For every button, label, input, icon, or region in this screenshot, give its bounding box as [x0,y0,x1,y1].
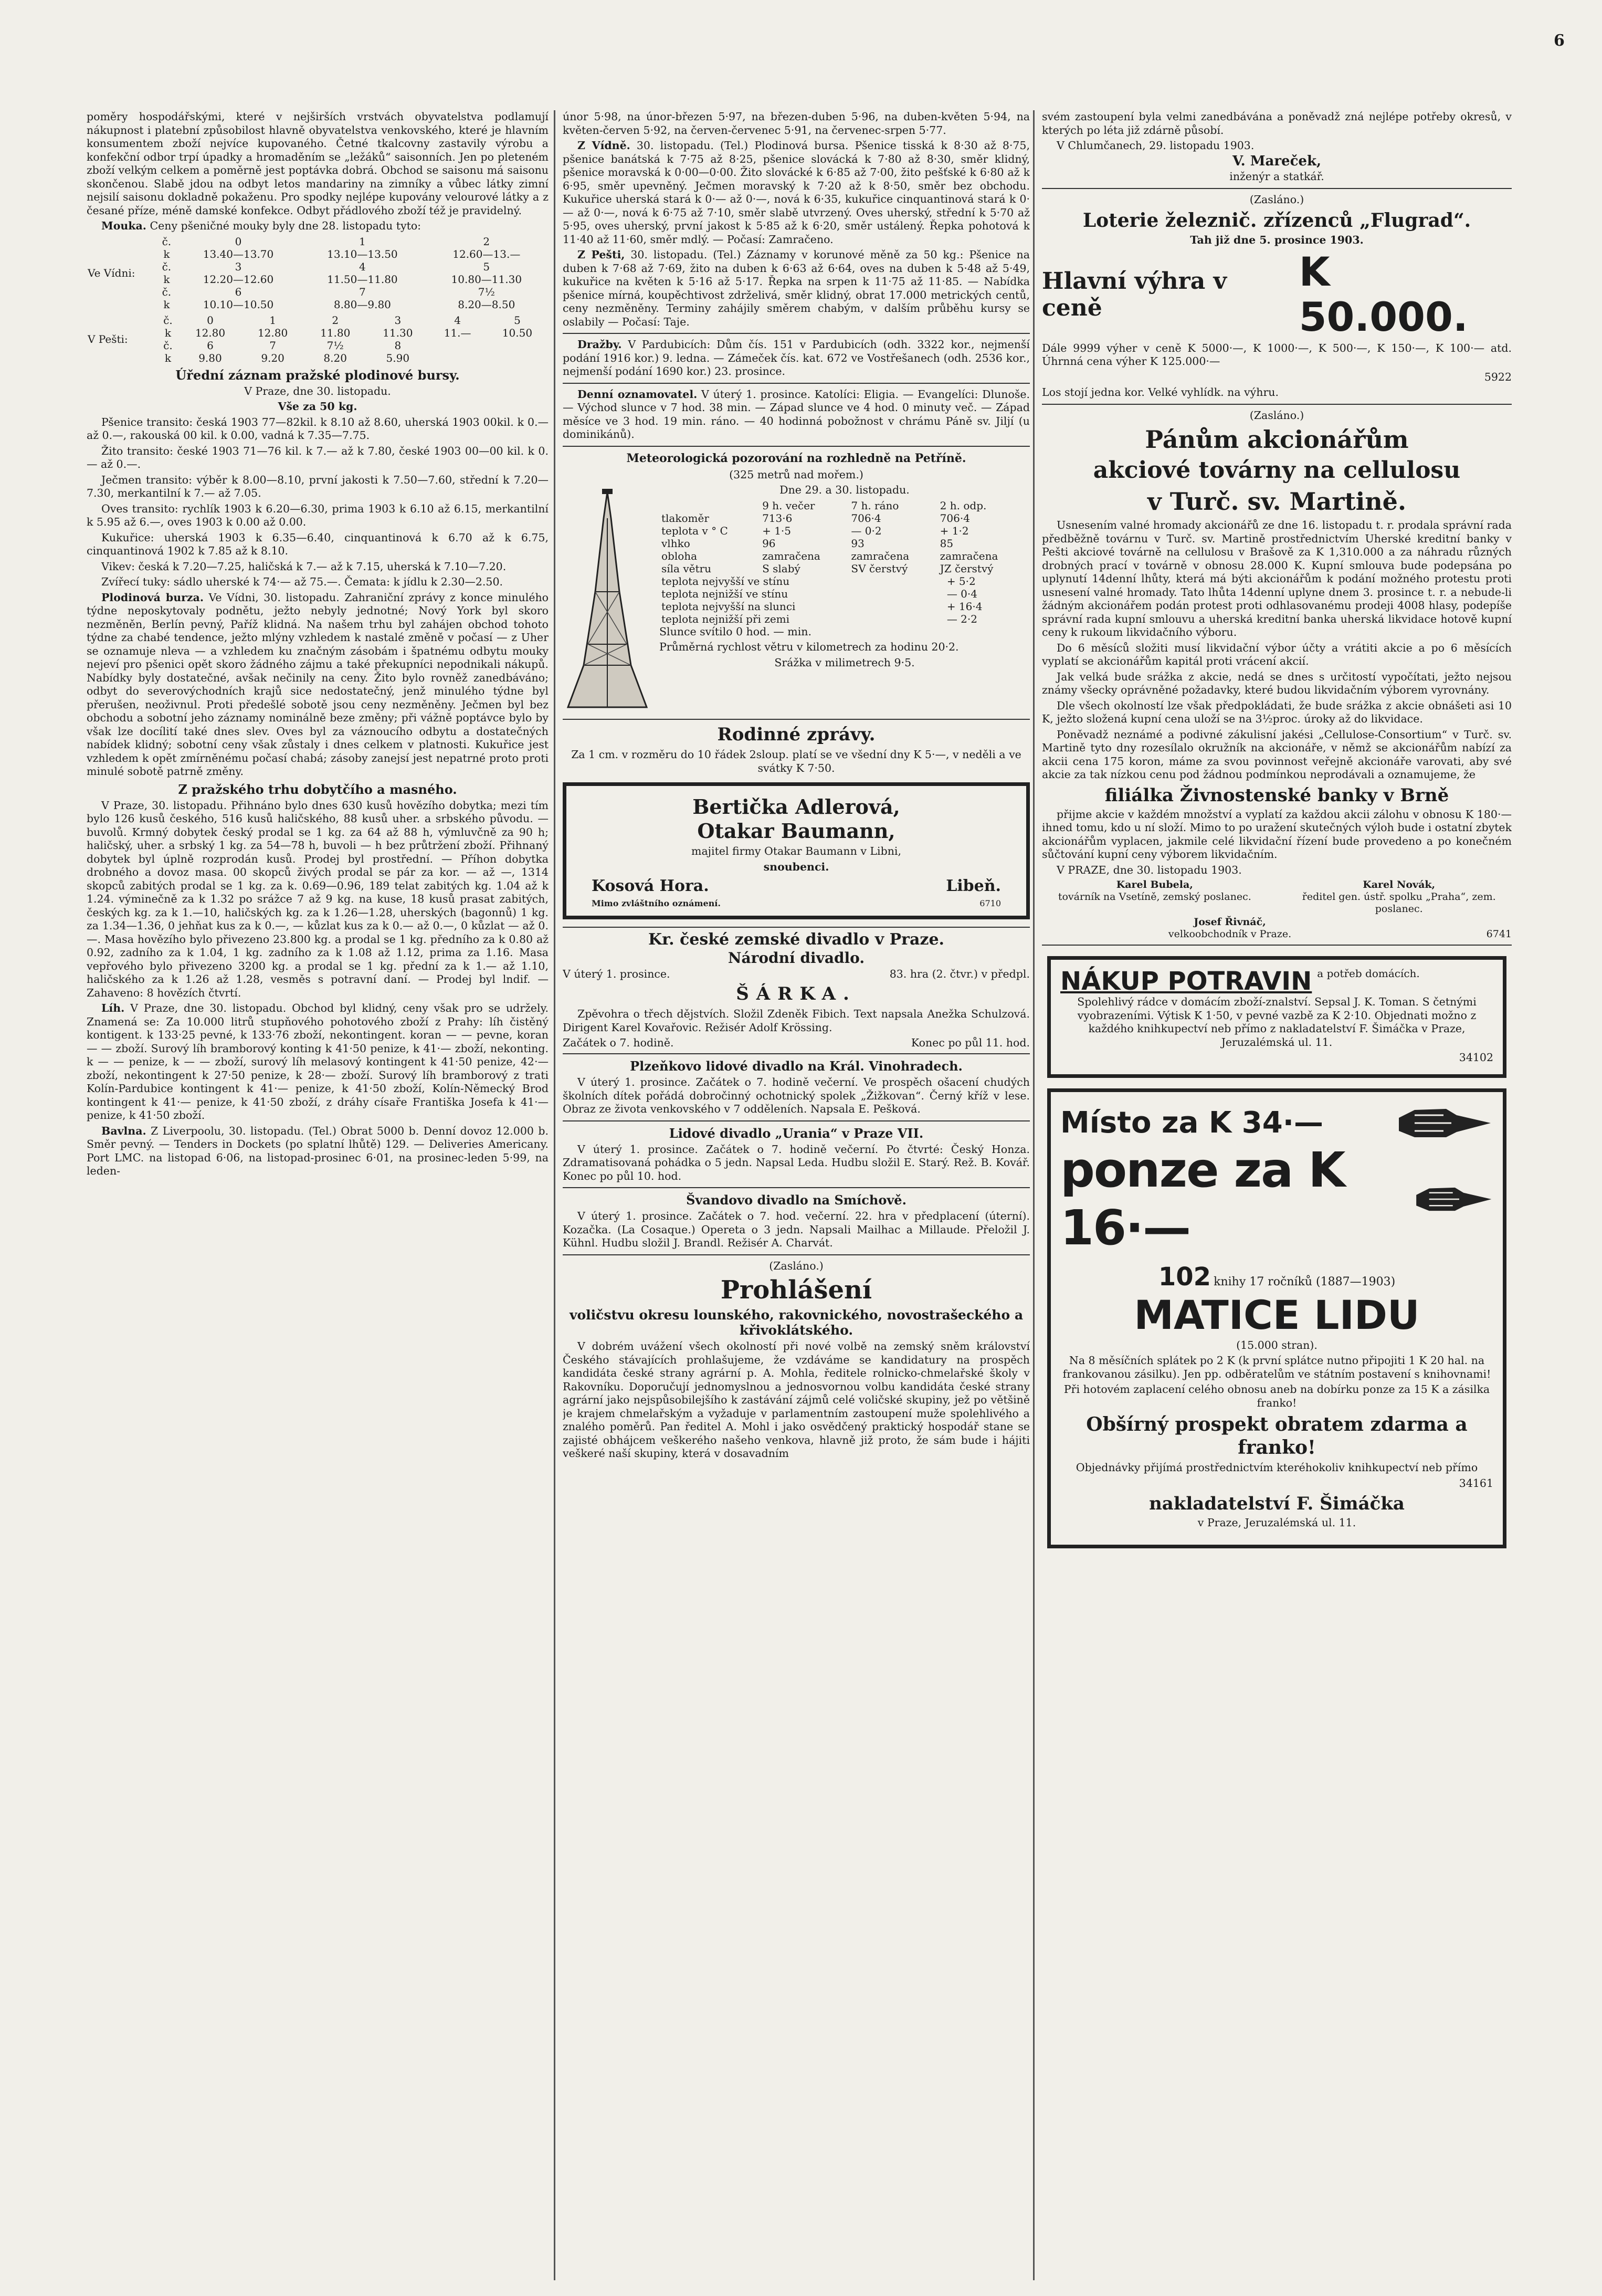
table-cell: k [163,247,170,260]
table-header: 2 h. odp. [940,499,987,512]
ad-name: Bertička Adlerová, [692,795,900,819]
signature-name: V. Mareček, [1232,153,1322,169]
paragraph: Průměrná rychlost větru v kilometrech za hodinu 20·2. [659,641,959,653]
table-cell: SV čerstvý [851,562,908,575]
ad-footer [592,898,1001,908]
table-cell: tlakoměr [661,511,709,525]
table-cell: 93 [851,537,865,550]
signature-title: velkoobchodník v Praze. [1168,928,1292,940]
lottery-prize-label: Hlavní výhra v ceně [1042,267,1227,321]
paragraph: Slunce svítilo 0 hod. — min. [659,625,811,638]
table-cell: teplota nejnižší ve stínu [661,587,788,600]
table-cell: teplota nejvyšší na slunci [661,600,796,613]
column-3 [1042,110,1512,2280]
signature-title: ředitel gen. ústř. spolku „Praha“, zem. poslanec. [1302,891,1496,915]
paragraph: Zpěvohra o třech dějstvích. Složil Zdeněk Fibich. Text napsala Anežka Schulzová. Dirigent Karel Kovařovic. Režisér Adolf Krössing. [563,1008,1030,1034]
table-cell: zamračena [851,549,910,562]
publisher-address: v Praze, Jeruzalémská ul. 11. [1197,1516,1356,1529]
table-cell: 13.40—13.70 [203,247,274,260]
ad-text: snoubenci. [763,860,829,873]
table-cell: 706·4 [940,511,970,525]
ad-title: NÁKUP POTRAVIN [1060,967,1312,996]
table-cell: 96 [762,537,776,550]
table-cell: 12.20—12.60 [203,272,274,286]
table-cell: 9.80 [198,351,222,364]
table-cell: 7 [269,339,276,352]
paragraph: Los stojí jedna kor. Velké vyhlídk. na výhru. [1042,386,1279,399]
theatre-dateline [563,968,1030,980]
ad-text: majitel firmy Otakar Baumann v Libni, [691,845,901,857]
table-cell: — 0·2 [851,524,882,537]
ad-places [592,877,1001,895]
ad-place-to: Libeň. [946,877,1001,895]
publisher-name: nakladatelství F. Šimáčka [1149,1493,1405,1514]
divider [1042,188,1512,189]
table-cell: 713·6 [762,511,793,525]
flour-price-table [87,235,549,311]
column-2 [563,110,1030,2280]
flour-city-label: V Pešti: [88,332,128,345]
subheading: Vše za 50 kg. [278,400,357,413]
theatre-heading: Švandovo divadlo na Smíchově. [686,1192,907,1208]
section-heading: Z Pešti, [577,248,625,261]
divider [563,1254,1030,1255]
column-1 [87,110,549,2280]
section-heading: Rodinné zprávy. [717,724,876,745]
section-heading: Z Vídně. [577,139,630,152]
paragraph: Na 8 měsíčních splátek po 2 K (k první splátce nutno připojiti 1 K 20 hal. na frankovanou zásilku). Jen pp. odběratelům ve státním postavení s knihovnami! [1062,1354,1491,1380]
declaration-title: Prohlášení [720,1275,872,1305]
paragraph: Spolehlivý rádce v domácím zboží-znalství. Sepsal J. K. Toman. S četnými vyobrazeními. Výtisk K 1·50, v pevné vazbě za K 2·10. Objednati možno z každého knihkupectví neb přímo z nakladatelství F. Šimáčka v Praze, Jeruzalémská ul. 11. [1077,995,1477,1049]
table-cell: — 0·4 [946,587,977,600]
table-cell: 5 [483,260,490,273]
table-cell: 3 [235,260,242,273]
theatre-subheading: Národní divadlo. [728,949,865,967]
paragraph: Při hotovém zaplacení celého obnosu aneb na dobírku ponze za 15 K a zásilka franko! [1063,1383,1490,1409]
table-header: 9 h. večer [762,499,815,512]
paragraph: V úterý 1. prosince. Začátek o 7. hod. večerní. 22. hra v předplacení (úterní). Kozačka. (La Cosaque.) Opereta o 3 jedn. Napsali Mailhac a Millaude. Přeložil J. Kühnl. Hudbu složil J. Brandl. Režisér A. Charvát. [563,1210,1030,1249]
paragraph: V úterý 1. prosince. Začátek o 7. hodině večerní. Po čtvrté: Český Honza. Zdramatisovaná pohádka o 5 jedn. Napsal Leda. Hudbu složil E. Starý. Rež. B. Kovář. Konec po půl 10. hod. [563,1142,1030,1182]
table-cell: 85 [940,537,954,550]
signature [1286,879,1512,915]
pointing-hand-icon [1394,1105,1493,1141]
table-cell: + 16·4 [946,600,983,613]
table-cell: teplota nejnižší při zemi [661,612,790,625]
paragraph: Pšenice transito: česká 1903 77—82kil. k 8.10 až 8.60, uherská 1903 00kil. k 0.—až 0.—, rakouská 00 kil. k 0.00, vadná k 7.35—7.75. [87,415,549,442]
ad-number: 5922 [1484,370,1512,383]
table-cell: zamračena [762,549,820,562]
paragraph: přijme akcie v každém množství a vyplatí za každou akcii zálohu v obnosu K 180·— ihned tomu, kdo u ní složí. Mimo to po uražení skutečných výloh bude i ostatní zbytek akcionářům vyplacen, jakmile celé likvidační řízení bude provedeno a po konečném sůčtování kupní ceny výborem likvidačním. [1042,808,1512,861]
table-cell: 1 [269,313,276,327]
dateline: V Praze, dne 30. listopadu. [244,384,391,397]
ad-number: 6710 [979,898,1001,908]
table-cell: 10.80—11.30 [451,272,522,286]
ad-count: 102 [1158,1262,1211,1292]
table-cell: 12.80 [257,326,288,339]
ad-header [1060,967,1493,995]
table-cell: 13.10—13.50 [327,247,398,260]
table-cell: 5.90 [386,351,410,364]
table-cell: k [164,351,172,364]
theatre-heading: Plzeňkovo lidové divadlo na Král. Vinohradech. [630,1058,963,1074]
ad-number: 34161 [1459,1476,1493,1490]
engagement-announcement [563,782,1030,919]
paragraph: Objednávky přijímá prostřednictvím kteréhokoliv knihkupectví neb přímo [1076,1461,1478,1474]
table-header: 7 h. ráno [851,499,899,512]
paragraph: Ječmen transito: výběr k 8.00—8.10, první jakosti k 7.50—7.60, střední k 7.20—7.30, merkantilní k 7.— až 7.05. [87,473,549,499]
divider [563,333,1030,334]
lottery-prize-amount: K 50.000. [1299,248,1468,340]
table-cell: JZ čerstvý [940,562,994,575]
divider [1042,945,1512,946]
table-cell: č. [163,339,173,352]
table-cell: 7 [359,285,366,298]
table-cell: 11.80 [320,326,351,339]
lottery-title: Loterie železnič. zřízenců „Flugrad“. [1082,209,1471,232]
table-cell: 7½ [478,285,495,298]
table-cell: č. [162,235,172,248]
signature-name: Karel Bubela, [1116,879,1193,890]
divider [1042,404,1512,405]
table-cell: k [163,298,170,311]
section-heading: Líh. [101,1002,125,1014]
table-cell: 2 [483,235,490,248]
ad-price-line [1060,1105,1493,1141]
table-cell: obloha [661,549,698,562]
book-ad-matice [1047,1088,1506,1548]
table-cell: 11.50—11.80 [327,272,398,286]
table-cell: 8.20—8.50 [458,298,515,311]
signature-title: továrník na Vsetíně, zemský poslanec. [1058,891,1251,903]
divider [563,719,1030,720]
table-cell: teplota nejvyšší ve stínu [661,574,790,588]
signature-name: Karel Novák, [1363,879,1436,890]
table-cell: 4 [359,260,366,273]
paragraph: Dle všech okolností lze však předpokládati, že bude srážka z akcie obnášeti asi 10 K, ježto složená kupní cena uloží se na 3½proc. úroky až do likvidace. [1042,699,1512,725]
paragraph: Oves transito: rychlík 1903 k 6.20—6.30, prima 1903 k 6.10 až 6.15, merkantilní k 5.95 až 6.—, oves 1903 k 0.00 až 0.00. [87,502,549,528]
table-cell: 8.20 [323,351,347,364]
paragraph: V Praze, dne 30. listopadu. Obchod byl klidný, ceny však pro se udržely. Znamená se: Za 10.000 litrů stupňového pohotového zboží z Prahy: líh čistěný kontigent. k 133·25 pevné, k 133·76 zboží, nekontingent. koran — — pevne, koran — — zboží. Surový líh bramborový konting k 41·50 penize, k 41·— zboží, nekonting. k — — penize, k — — zboží, surový líh melasový kontingent k 41·50 penize, 42·— zboží, nekontingent k 27·50 penize, k 28·— zboží. Surový líh bramborový z trati Kolín-Pardubice kontingent k 41·— penize, k 41·50 zboží, Kolín-Německý Brod kontingent k 41·— penize, k 41·50 zboží, z dráhy císaře Františka Josefa k 41·— penize, k 41·50 zboží. [87,1002,549,1121]
paragraph: Usnesením valné hromady akcionářů ze dne 16. listopadu t. r. prodala správní rada předběžně továrnu v Turč. sv. Martině prostřednictvím Uherské kreditní banky v Pešti akciové továrně na cellulosu v Brašově za K 1,310.000 a za náhradu různých drobných prací v továrně v obnosu 28.000 K. Kupní smlouva bude podepsána po uplynutí 14denní lhůty, která má býti akcionářům k podání možného protestu proti usnesení valné hromady. Tato lhůta 14denní uplyne dnem 3. prosince t. r. a nebude-li žádným akcionářem podán protest proti odhlasovanému prodeji 4008 hlasy, podepíše správní rada kupní smlouvu a uherská kreditní banka uherská likvidace hotově kupní ceny k rukoum likvidačního výboru. [1042,519,1512,638]
cellulose-heading: Pánům akcionářům [1145,425,1409,454]
book-ad-potraviny [1047,956,1506,1078]
paragraph: Jak velká bude srážka z akcie, nedá se dnes s určitostí vypočítati, ježto nejsou známy všecky oprávněné požadavky, které budou likvidačním výborem vyrovnány. [1042,670,1512,696]
subheading: (325 metrů nad mořem.) [729,468,863,481]
ad-series-title: MATICE LIDU [1134,1291,1420,1338]
table-cell: + 5·2 [946,574,976,588]
section-heading: Mouka. [101,219,146,232]
table-cell: 12.80 [195,326,226,339]
ad-text: (15.000 stran). [1236,1338,1318,1351]
section-heading: Z pražského trhu dobytčího a masného. [178,781,457,797]
column-rule [554,110,555,2280]
table-cell: č. [162,260,172,273]
table-cell: + 1·2 [940,524,969,537]
notice-label: (Zasláno.) [1249,193,1304,206]
ad-book-count [1060,1262,1493,1292]
ad-place-from: Kosová Hora. [592,877,709,895]
play-end: Konec po půl 11. hod. [911,1036,1030,1049]
paragraph: Za 1 cm. v rozměru do 10 řádek 2sloup. platí se ve všední dny K 5·—, v neděli a ve svátky K 7·50. [571,748,1021,774]
table-cell: 2 [332,313,339,327]
section-heading: Meteorologická pozorování na rozhledně na Petříně. [626,451,966,465]
divider [563,446,1030,447]
ad-name: Otakar Baumann, [697,819,895,843]
divider [563,1187,1030,1188]
paragraph: Zvířecí tuky: sádlo uherské k 74·— až 75.—. Čemata: k jídlu k 2.30—2.50. [101,575,503,588]
divider [563,1053,1030,1054]
table-cell: 8.80—9.80 [333,298,391,311]
paragraph: Poněvadž neznámé a podivné zákulisní jakési „Cellulose-Consortium“ v Turč. sv. Martině tyto dny rozesílalo okružník na akcionáře, v němž se akcionářům nabízí za akcii cena 175 koron, máme za svou povinnost veřejně akcionáře varovati, aby své akcie za tak nízkou cenu pod žádnou podmínkou neprodávali a oznamujeme, že [1042,728,1512,781]
table-cell: 6 [235,285,242,298]
table-cell: 10.50 [502,326,533,339]
ad-subtitle: a potřeb domácích. [1317,967,1420,980]
dateline: V Chlumčanech, 29. listopadu 1903. [1057,139,1255,152]
section-heading: Denní oznamovatel. [577,387,698,401]
paragraph: Žito transito: české 1903 71—76 kil. k 7.— až k 7.80, české 1903 00—00 kil. k 0.— až 0.—. [87,444,549,470]
table-cell: 11.— [444,326,471,339]
paragraph: V dobrém uvážení všech okolností při nové volbě na zemský sněm království Českého stávajících prohlašujeme, že vzdáváme se kandidatury na prospěch kandidáta české strany agrární p. A. Mohla, ředitele rolnicko-chmelařské školy v Rakovníku. Doporučují jednomyslnou a jednosvornou volbu kandidáta české strany agrární jako nejspůsobilejšího k zastávání zájmů celé voličské skupiny, jež po většině je krajem chmelařským a vyžaduje v parlamentním zastoupení muže spolehlivého a znalého poměrů. Pan ředitel A. Mohl i jako osvědčený praktický hospodář stane se zajisté obhájcem veškerého našeho venkova, hlavně již proto, že sám bude i hájiti veškeré naší skupiny, která v dosavadním [563,1340,1030,1460]
ad-number: 34102 [1459,1051,1493,1064]
bank-name: filiálka Živnostenské banky v Brně [1104,784,1449,806]
cellulose-heading: akciové továrny na cellulosu [1093,457,1461,484]
table-cell: 5 [514,313,521,327]
flour-price-table-pest [87,314,549,364]
theatre-date: V úterý 1. prosince. [563,968,670,980]
paragraph: svém zastoupení byla velmi zanedbávána a poněvadž zná nejlépe potřeby okresů, v kterých po léta již zdárně působí. [1042,110,1512,137]
ad-offer: Obšírný prospekt obratem zdarma a franko! [1086,1413,1468,1459]
paragraph: 30. listopadu. (Tel.) Záznamy v korunové měně za 50 kg.: Pšenice na duben k 7·68 až 7·69, žito na duben k 6·63 až 6·64, oves na duben k 5·48 až 5·49, kukuřice na květen k 5·16 až 5·17. Řepka na srpen k 11·75 až 11·85. — Nabídka pšenice mírná, koupěchtivost zdrželivá, směr klidný, obrat 17.000 metrických centů, ceny nezměněny. Terminy zahájily směrem chabým, v dalším průběhu kursy se oslabily — Počasí: Taje. [563,248,1030,328]
cellulose-heading: v Turč. sv. Martině. [1147,487,1406,516]
paragraph: Z Liverpoolu, 30. listopadu. (Tel.) Obrat 5000 b. Denní dovoz 12.000 b. Směr pevný. — Tenders in Dockets (po splatní lhůtě) 129. — Deliveries Americany. Port LMC. na listopad 6·06, na listopad-prosinec 6·01, na prosinec-leden 5·99, na leden- [87,1124,549,1177]
notice-label: (Zasláno.) [1249,408,1304,422]
table-cell: + 1·5 [762,524,791,537]
section-heading: Úřední záznam pražské plodinové bursy. [175,367,460,383]
section-heading: Bavlna. [101,1124,146,1137]
table-cell: 4 [454,313,461,327]
column-rule [1033,110,1035,2280]
table-cell: 706·4 [851,511,881,525]
paragraph: V Praze, 30. listopadu. Přihnáno bylo dnes 630 kusů hovězího dobytka; mezi tím bylo 126 kusů českého, 516 kusů haličského, 88 kusů uher. a srbského původu. — buvolů. Krmný dobytek český prodal se 1 kg. za 64 až 88 h, výmluvčně za 90 h; haličský, uher. a srbský 1 kg. za 54—78 h, buvoli — h bez průtržení zboží. Přihnaný dobytek byl úplně rozprodán kusů. Prodej byl prostřední. — Příhon dobytka drobného a dovoz masa. 00 skopců živých prodal se pár za kor. — až —, 1314 skopců zabitých prodal se 1 kg. za k. 0.69—0.96, 189 telat zabitých kg. 1.04 až k 1.24. výminečně za k 1.32 po srážce 7 až 9 kg. na kuse, 18 kusů prasat zabitých, českých kg. za k 1.—10, haličských kg. za k 1.26—1.28, uherských (bagonnů) 1 kg. za 1.34—1.36, 0 jehňat kus za k 0.—, — kůzlat kus za k 0.— až 0.—, 0 kůzlat — až 0.—. Masa hovězího bylo přivezeno 23.800 kg. a prodal se 1 kg. předního za k 0.80 až 0.92, zadního za k 1.04, 1 kg. zadního za k 1.08 až 1.12, prima za 1.16. Masa vepřového bylo přivezeno 3200 kg. a prodal se 1 kg. přední za k 1.— až 1.10, haličského za k 1.26 až 1.28, vesměs s potravní daní. — Prodej byl lndif. — Zahaveno: 8 hovězích čtvrtí. [87,799,549,999]
lottery-prize [1042,249,1512,340]
table-cell: 12.60—13.— [452,247,521,260]
divider [563,383,1030,384]
divider [563,927,1030,928]
table-cell: k [163,272,170,286]
dateline: Dne 29. a 30. listopadu. [779,484,910,496]
ad-old-price: Místo za K 34·— [1060,1106,1323,1140]
signature-title: inženýr a statkář. [1229,170,1324,183]
paragraph: V úterý 1. prosince. Katolíci: Eligia. — Evangelíci: Dlunoše. — Východ slunce v 7 hod. 38 min. — Západ slunce ve 4 hod. 0 minuty več. — Západ měsíce ve 3 hod. 19 min. ráno. — 40 hodinná pobožnost v chrámu Páně sv. Jiljí (u dominikánů). [563,387,1030,441]
paragraph: únor 5·98, na únor-březen 5·97, na březen-duben 5·96, na duben-květen 5·94, na květen-červen 5·92, na červen-červenec 5·91, na červenec-srpen 5·77. [563,110,1030,137]
theatre-heading: Kr. české zemské divadlo v Praze. [648,930,944,949]
paragraph: Kukuřice: uherská 1903 k 6.35—6.40, cinquantinová k 6.70 až k 6.75, cinquantinová 1902 k 7.85 až k 8.10. [87,531,549,557]
table-cell: zamračena [940,549,998,562]
ad-text: knihy 17 ročníků (1887—1903) [1214,1275,1396,1288]
play-start: Začátek o 7. hodině. [563,1036,674,1049]
paragraph: Ve Vídni, 30. listopadu. Zahraniční zprávy z konce minulého týdne neposkytovaly podnětu, ježto nebyly jednotné; Nový York byl skoro nezměněn, Berlín pevný, Paříž klidná. Na našem trhu byl zahájen obchod tohoto týdne za chabé tendence, ježto mlýny vzhledem k nastalé změně v počasí — z Uher se oznamuje nleva — a vzhledem ku značným zásobám i špatnému odbytu mouky nejeví pro pšenici opět skoro žádného zájmu a také překupníci nepodnikali nákupů. Nabídky byly dostatečné, avšak nečinily na ceny. Žito bylo rovněž zanedbáváno; odbyt do severovýchodních krajů sice nedostatečný, jenž minulého týdne byl přerušen, neoživnul. Proti předešlé sobotě jsou ceny nezměněny. Ječmen byl bez obchodu a sobotní jeho záznamy nominálně beze změny; při vážně poptávce bylo by však lze docílití také dnes slev. Oves byl za váznoucího odbytu a dostatečných nabídek klidný; sobotní ceny však zůstaly i dnes celkem v platnosti. Kukuřice jest vzhledem k opět zmírněnému počasí chabá; zásoby zanejsí jest nepatrné proto proti minulé sobotě patrně změny. [87,591,549,778]
table-cell: 11.30 [383,326,413,339]
section-heading: Plodinová burza. [101,591,204,604]
theatre-number: 83. hra (2. čtvr.) v předpl. [889,968,1030,980]
table-cell: S slabý [762,562,800,575]
page-number: 6 [1554,32,1565,50]
flour-city-label: Ve Vídni: [88,266,135,279]
theatre-heading: Lidové divadlo „Urania“ v Praze VII. [669,1125,924,1141]
table-cell: 0 [207,313,214,327]
signature [1042,879,1268,915]
table-cell: síla větru [661,562,711,575]
table-cell: 1 [359,235,366,248]
paragraph: poměry hospodářskými, které v nejširších vrstvách obyvatelstva podlamují nákupnost i platební způsobilost hlavně obyvatelstva venkovského, které je hlavním konsumentem zboží nejvíce kupovaného. Četné tkalcovny zastavily výrobu a konfekční odbor trpí úpadky a hromaděním se „ležáků“ saisonních. Jen po pleteném zboží velkým celkem a poměrně jest poptávka dobrá. Obchod se saisonu má saisonu skončenou. Slabě jdou na odbyt letos mandariny na zimníky a vůbec látky zimní nejsilí saisonu dokladně pokaženu. Pro spodky nejlépe kupovány velourové látky a z česané příze, méně damské konfekce. Odbyt přádlového zboží též je pravidelný. [87,110,549,217]
table-cell: 6 [207,339,214,352]
paragraph: Vikev: česká k 7.20—7.25, haličská k 7.— až k 7.15, uherská k 7.10—7.20. [101,560,507,573]
play-title: ŠÁRKA. [736,983,857,1004]
table-cell: 7½ [326,339,344,352]
notice-label: (Zasláno.) [769,1259,824,1272]
table-cell: 8 [394,339,402,352]
petrin-tower-illustration [563,487,652,712]
pointing-hand-icon [1412,1181,1493,1218]
table-cell: teplota v ° C [661,524,728,537]
table-cell: č. [163,313,173,327]
table-header [659,499,760,512]
paragraph: Ceny pšeničné mouky byly dne 28. listopadu tyto: [150,219,421,232]
table-cell: vlhko [661,537,690,550]
ad-number: 6741 [1486,928,1512,940]
ad-price-line [1060,1141,1493,1257]
weather-table [659,499,1027,575]
table-cell: č. [162,285,172,298]
table-cell: — 2·2 [946,612,977,625]
lottery-date: Tah již dne 5. prosince 1903. [1190,234,1364,246]
paragraph: Dále 9999 výher v ceně K 5000·—, K 1000·—, K 500·—, K 150·—, K 100·— atd. Úhrnná cena výher K 125.000·— [1042,341,1512,368]
signature [1042,916,1418,940]
play-times [563,1036,1030,1049]
paragraph: Srážka v milimetrech 9·5. [774,656,915,669]
paragraph: 30. listopadu. (Tel.) Plodinová bursa. Pšenice tisská k 8·30 až 8·75, pšenice banátská k 7·75 až 8·25, pšenice slovácká k 7·80 až 8·30, směr klidný, pšenice moravská k 0·00—0·00. Žito slovácké k 6·85 až 7·00, žito pešťské k 6·80 až k 6·95, směr upevněný. Ječmen moravský k 7·20 až k 8·50, směr bez obchodu. Kukuřice uherská stará k 0·— až 0·—, nová k 6·35, kukuřice cinquantinová stará k 0·— až 0·—, nová k 6·75 až 7·10, směr slabě utvrzený. Oves uherský, střední k 5·70 až 5·95, oves uherský, první jakost k 5·85 až k 6·20, směr ustálený. Řepka pohotová k 11·40 až 11·60, směr mdlý. — Počasí: Zamračeno. [563,139,1030,246]
signatures [1042,916,1512,940]
table-cell: k [164,326,172,339]
table-cell: 10.10—10.50 [203,298,274,311]
ad-text: Mimo zvláštního oznámení. [592,898,721,908]
paragraph: Do 6 měsíců složiti musí likvidační výbor účty a vrátiti akcie a po 6 měsících vyplatí se akcionářům kapitál proti vrácení akcií. [1042,641,1512,667]
section-heading: Dražby. [577,338,622,351]
paragraph: V úterý 1. prosince. Začátek o 7. hodině večerní. Ve prospěch ošacení chudých školních dítek pořádá dobročinný ochotnický spolek „Žižkovan“. Černý kříž v lese. Obraz ze života venkovského v 7 odděleních. Napsala E. Pešková. [563,1076,1030,1115]
table-cell: 3 [394,313,402,327]
dateline: V PRAZE, dne 30. listopadu 1903. [1057,863,1242,876]
declaration-subtitle: voličstvu okresu lounského, rakovnického, novostrašeckého a křivoklátského. [569,1307,1024,1338]
table-cell: 0 [235,235,242,248]
signatures [1042,879,1512,915]
temperature-table [659,575,1027,625]
divider [563,1120,1030,1121]
signature-name: Josef Řivnáč, [1194,916,1266,928]
ad-new-price: ponze za K 16·— [1060,1141,1345,1256]
table-cell: 9.20 [261,351,284,364]
paragraph: V Pardubicích: Dům čís. 151 v Pardubicích (odh. 3322 kor., nejmenší podání 1916 kor.) 9. ledna. — Zámeček čís. kat. 672 ve Vostřešanech (odh. 2536 kor., nejmenší podání 1690 kor.) 23. prosince. [563,338,1030,378]
